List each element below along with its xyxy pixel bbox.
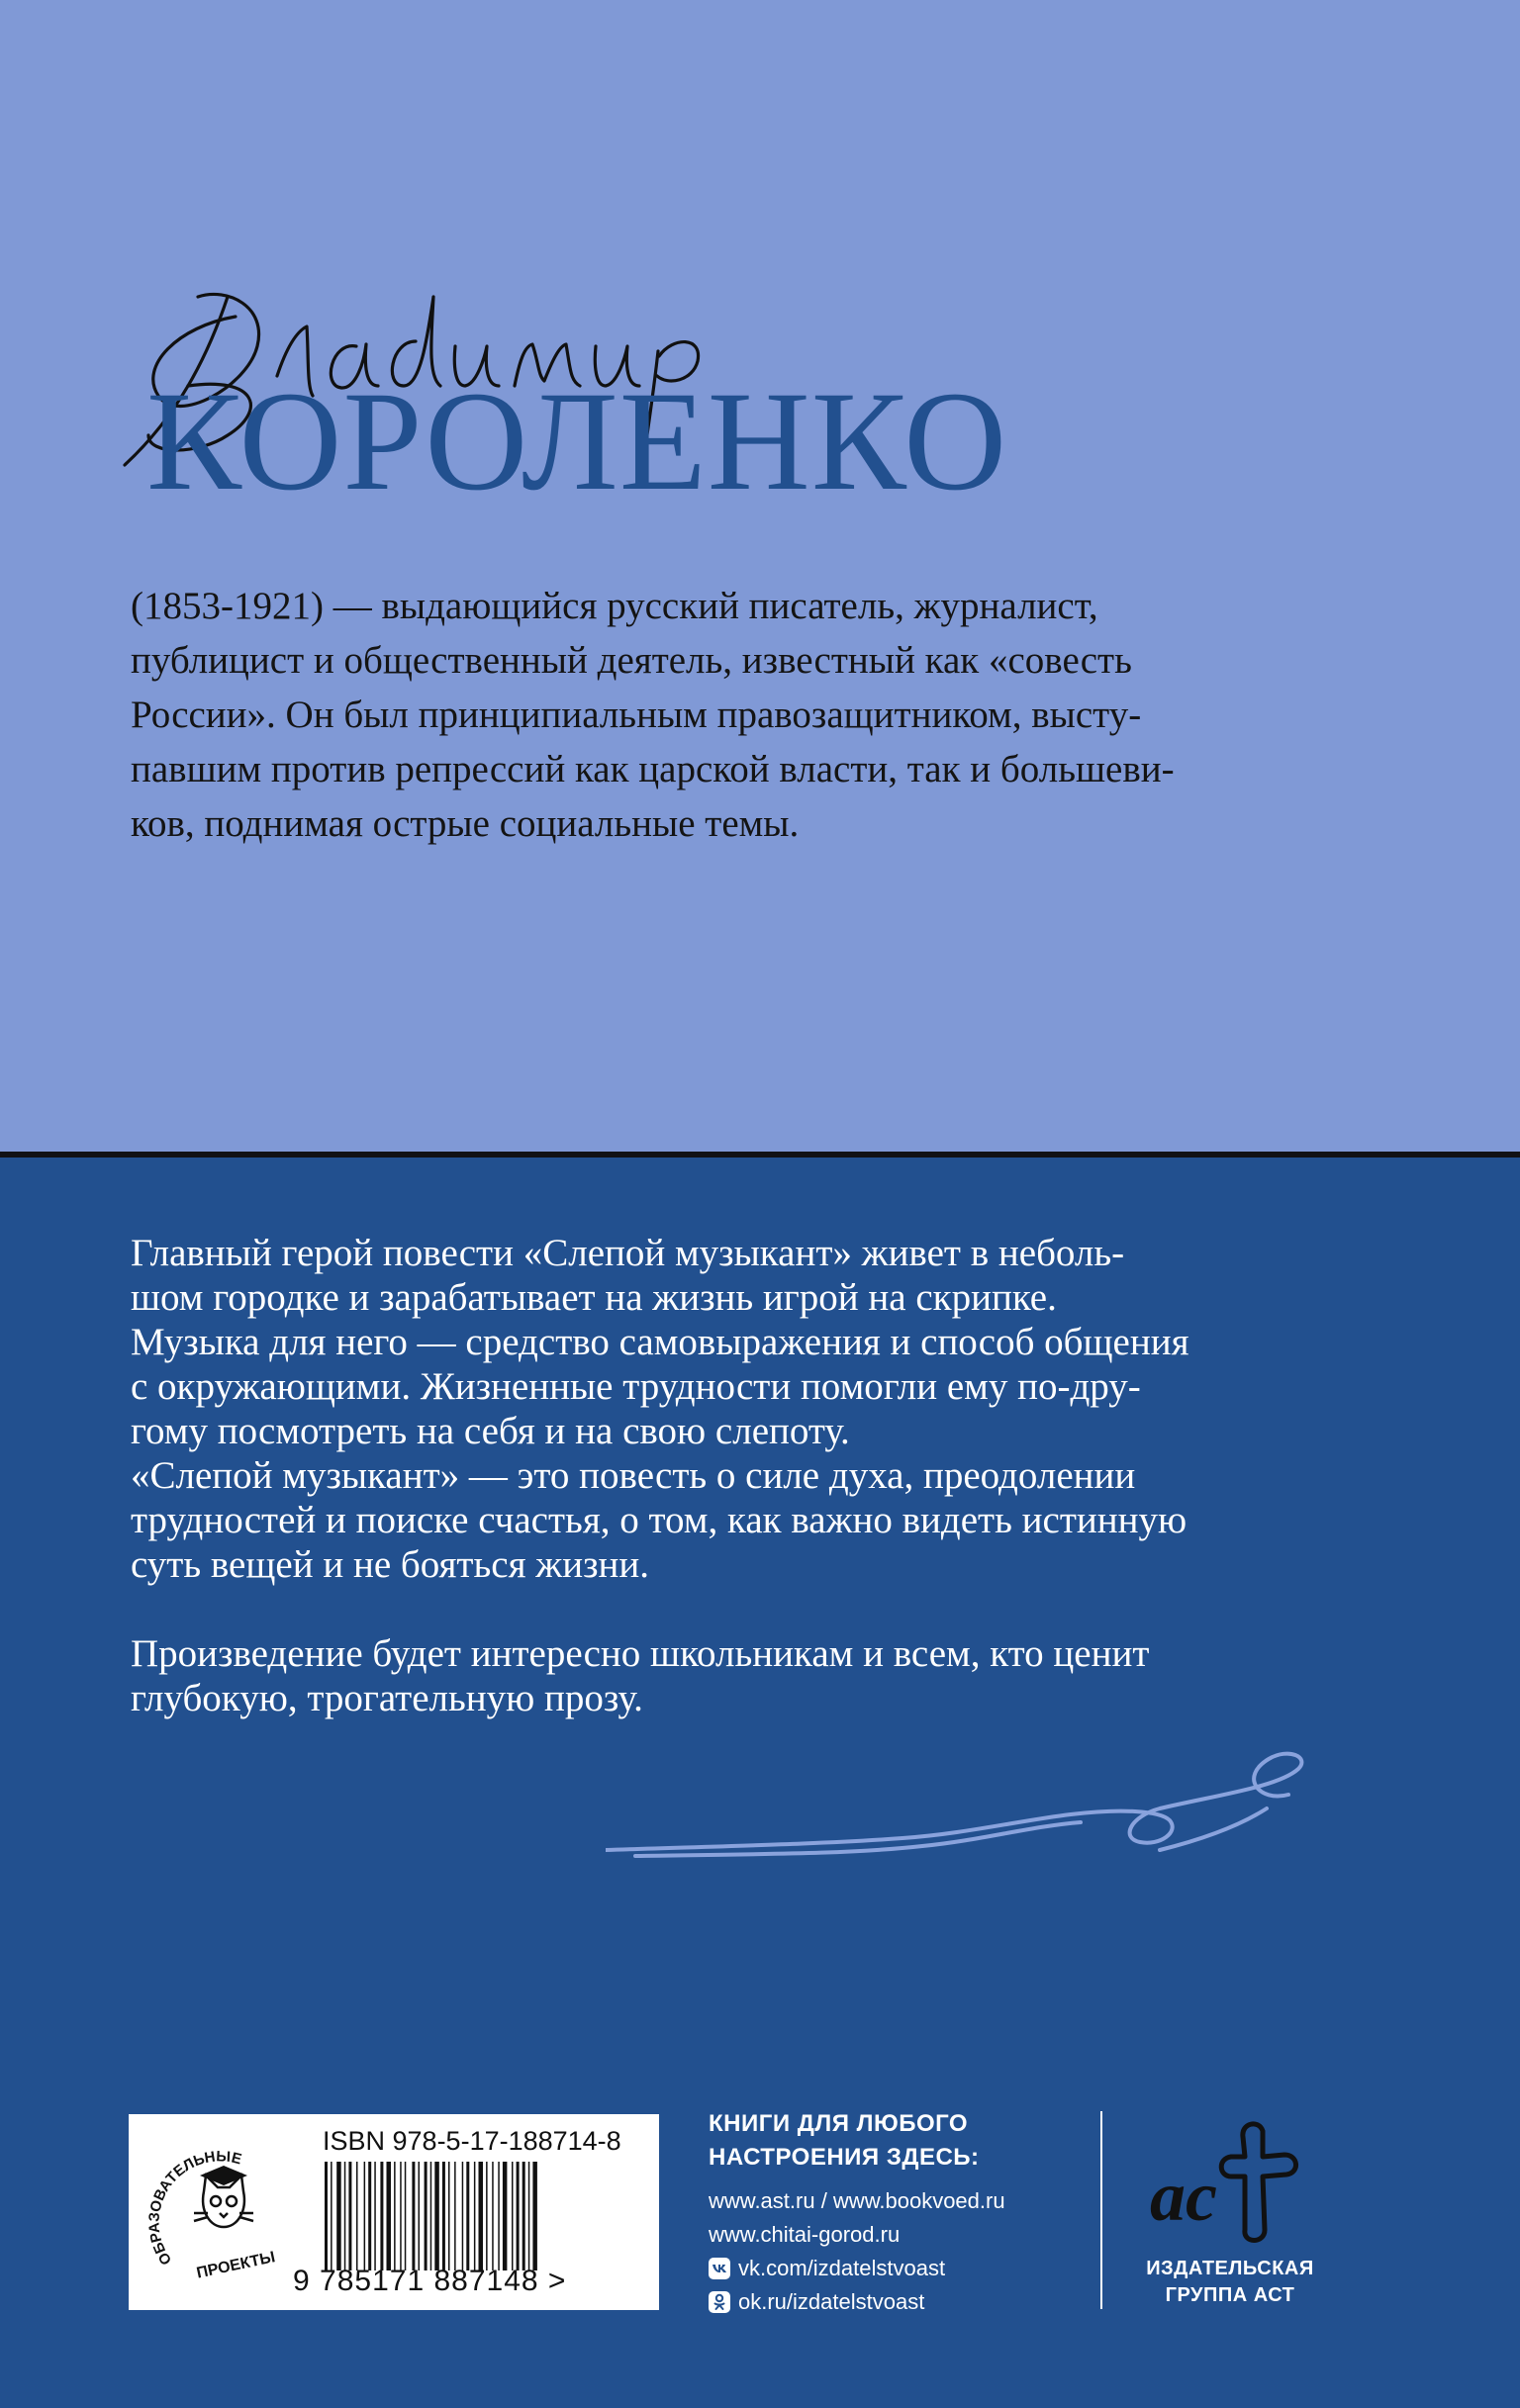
logo-bottom-text: ПРОЕКТЫ [195,2249,277,2282]
barcode-bar [425,2162,428,2270]
barcode-digits: 9 785171 887148 > [293,2265,567,2297]
barcode-bar [462,2162,464,2270]
annotation-line: трудностей и поиске счастья, о том, как важно видеть истинную [131,1499,1188,1541]
bio-line: павшим против репрессий как царской власти, так и большеви- [131,748,1175,790]
barcode-block [129,2114,659,2310]
barcode-bar [325,2162,328,2270]
barcode-bar [503,2162,508,2270]
annotation-line: шом городке и зарабатывает на жизнь игрой на скрипке. [131,1276,1057,1319]
barcode-bar [466,2162,469,2270]
ok-link[interactable]: ok.ru/izdatelstvoast [738,2289,925,2314]
website-link-chitai-gorod[interactable]: www.chitai-gorod.ru [709,2222,901,2247]
barcode-bars [323,2162,637,2270]
bio-line: ков, поднимая острые социальные темы. [131,802,800,845]
annotation-line: «Слепой музыкант» — это повесть о силе духа, преодолении [131,1454,1136,1497]
publisher-caption [1126,2256,1334,2309]
barcode-bar [522,2162,525,2270]
barcode-bar [517,2162,520,2270]
annotation-line: суть вещей и не бояться жизни. [131,1543,649,1586]
barcode-bar [405,2162,407,2270]
barcode-bar [498,2162,500,2270]
ok-link-row[interactable] [709,2285,1094,2319]
isbn-text: ISBN 978-5-17-188714-8 [323,2126,621,2156]
promo-heading-line: НАСТРОЕНИЯ ЗДЕСЬ: [709,2144,980,2171]
barcode-bar [356,2162,358,2270]
bio-line: публицист и общественный деятель, известный как «совесть [131,639,1132,682]
barcode-bar [479,2162,484,2270]
promo-heading [709,2107,1094,2175]
barcode-bar [528,2162,530,2270]
annotation-paragraph [131,1631,1358,1720]
barcode-bar [331,2162,332,2270]
promo-block [709,2107,1094,2319]
barcode-bar [474,2162,476,2270]
barcode-bar [400,2162,402,2270]
annotation-line: гому посмотреть на себя и на свою слепоту. [131,1410,850,1452]
promo-heading-line: КНИГИ ДЛЯ ЛЮБОГО [709,2110,969,2137]
author-bio [131,579,1318,851]
barcode-bar [454,2162,456,2270]
publisher-caption-line: ИЗДАТЕЛЬСКАЯ [1146,2258,1314,2279]
ast-publisher-logo [1136,2113,1324,2262]
vertical-separator [1100,2111,1102,2309]
bio-line: (1853-1921) — выдающийся русский писатель, журналист, [131,585,1098,627]
vk-icon [709,2258,730,2279]
odnoklassniki-icon [709,2291,730,2313]
barcode-bar [348,2162,351,2270]
educational-projects-logo [144,2132,303,2290]
annotation-line: глубокую, трогательную прозу. [131,1677,643,1719]
barcode-bar [380,2162,383,2270]
barcode-bar [486,2162,488,2270]
barcode-bar [532,2162,537,2270]
barcode-bar [374,2162,376,2270]
barcode-bar [336,2162,341,2270]
publisher-caption-line: ГРУППА АСТ [1165,2284,1295,2306]
bio-line: России». Он был принципиальным правозащитником, высту- [131,694,1142,736]
barcode-bar [492,2162,494,2270]
decorative-flourish [606,1751,1310,1880]
barcode-bar [448,2162,450,2270]
top-panel [0,0,1520,1152]
barcode-bar [364,2162,366,2270]
barcode-bar [368,2162,371,2270]
annotation-line: Главный герой повести «Слепой музыкант» живет в неболь- [131,1232,1125,1274]
barcode-bar [434,2162,439,2270]
promo-links [709,2184,1094,2319]
barcode-bar [419,2162,421,2270]
ast-logo-text: ас [1150,2157,1217,2236]
author-last-name: КОРОЛЕНКО [146,363,1008,520]
website-links[interactable]: www.ast.ru / www.bookvoed.ru [709,2188,1005,2213]
barcode-bar [394,2162,396,2270]
vk-link-row[interactable] [709,2252,1094,2285]
barcode-bar [430,2162,432,2270]
barcode-bar [412,2162,415,2270]
book-annotation [131,1231,1358,1720]
annotation-line: Музыка для него — средство самовыражения и способ общения [131,1321,1189,1363]
vk-link[interactable]: vk.com/izdatelstvoast [738,2256,946,2280]
logo-arc-text: ОБРАЗОВАТЕЛЬНЫЕ [145,2148,243,2269]
annotation-line: Произведение будет интересно школьникам и всем, кто ценит [131,1632,1150,1675]
annotation-paragraph [131,1231,1358,1587]
barcode-bar [344,2162,346,2270]
barcode-bar [512,2162,514,2270]
annotation-line: с окружающими. Жизненные трудности помогли ему по-дру- [131,1365,1141,1408]
barcode-bar [442,2162,445,2270]
barcode-bar [387,2162,392,2270]
